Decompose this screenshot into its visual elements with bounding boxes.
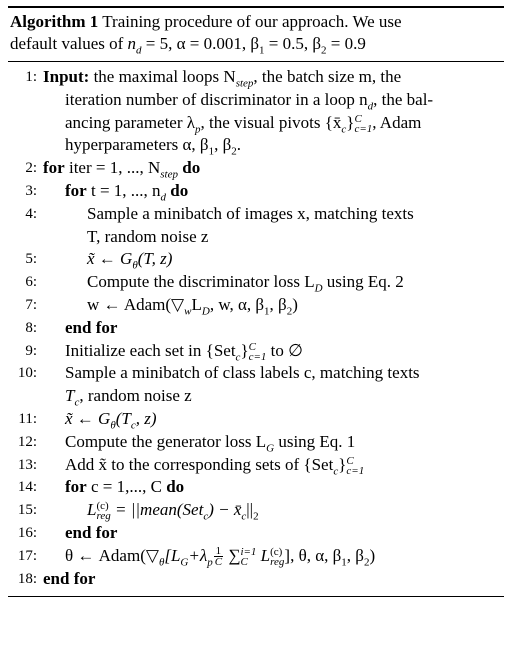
algo-line-1d bbox=[8, 134, 504, 157]
line-number: 15: bbox=[17, 502, 37, 519]
sub: d bbox=[367, 100, 374, 113]
sub: c bbox=[74, 396, 80, 409]
do-keyword: do bbox=[166, 180, 189, 200]
sub: c bbox=[203, 510, 209, 523]
caption-b1-sub: 1 bbox=[259, 44, 265, 57]
line-text: , the bal- bbox=[373, 89, 434, 109]
algo-line-5 bbox=[8, 248, 504, 271]
line-text: Compute the generator loss L bbox=[65, 431, 267, 451]
limits bbox=[240, 547, 256, 567]
line-text: x̃ ← G bbox=[87, 249, 133, 269]
sup: C bbox=[248, 340, 256, 353]
frac-den: C bbox=[214, 556, 223, 569]
algo-line-1 bbox=[8, 66, 504, 89]
line-number: 1: bbox=[25, 69, 37, 85]
algo-line-4 bbox=[8, 203, 504, 226]
line-text: ], θ, α, β bbox=[284, 545, 342, 565]
sub: c bbox=[241, 510, 247, 523]
line-text: = ||mean(Set bbox=[110, 500, 204, 520]
frac-num: 1 bbox=[215, 545, 222, 558]
sub: 1 bbox=[341, 556, 347, 569]
line-text: +λ bbox=[188, 545, 208, 565]
line-text: , β bbox=[346, 545, 364, 565]
line-text: x̃ ← G bbox=[65, 408, 111, 428]
end-for-keyword: end for bbox=[65, 522, 118, 542]
sub: step bbox=[235, 77, 254, 90]
line-text: || bbox=[246, 500, 254, 520]
line-number: 16: bbox=[17, 524, 37, 541]
algo-line-1b bbox=[8, 89, 504, 112]
algo-line-3 bbox=[8, 180, 504, 203]
algo-line-11 bbox=[8, 408, 504, 431]
line-text: using Eq. 2 bbox=[322, 272, 404, 292]
for-keyword: for bbox=[43, 158, 65, 178]
algo-line-10b bbox=[8, 385, 504, 408]
line-number: 14: bbox=[17, 479, 37, 496]
algo-line-13 bbox=[8, 454, 504, 477]
line-number: 10: bbox=[17, 365, 37, 382]
line-text: [L bbox=[164, 545, 181, 565]
caption-nd-sub: d bbox=[136, 44, 142, 57]
sub: d bbox=[160, 191, 167, 204]
sub: c bbox=[333, 464, 339, 477]
line-text: ) bbox=[292, 294, 298, 314]
line-number: 13: bbox=[17, 456, 37, 473]
caption-b2-sub: 2 bbox=[321, 44, 327, 57]
sub: 1 bbox=[264, 305, 270, 318]
limits bbox=[354, 114, 372, 134]
line-number: 2: bbox=[25, 160, 37, 177]
line-number: 5: bbox=[25, 251, 37, 268]
line-text: } bbox=[240, 340, 249, 360]
line-text: L bbox=[87, 500, 97, 520]
caption-defaults: = 5, α = 0.001, β bbox=[141, 34, 260, 53]
line-text: (T bbox=[115, 408, 131, 428]
sub: 1 bbox=[208, 145, 215, 158]
bottom-rule bbox=[8, 596, 504, 597]
line-number: 9: bbox=[25, 342, 37, 359]
sub: c=1 bbox=[248, 350, 267, 363]
sub: 2 bbox=[253, 510, 259, 523]
line-text: ) bbox=[369, 545, 376, 565]
sub: G bbox=[180, 556, 189, 569]
line-text: ) − x̄ bbox=[208, 500, 242, 520]
line-number: 6: bbox=[25, 274, 37, 291]
algo-line-2 bbox=[8, 157, 504, 180]
line-text: , z) bbox=[135, 408, 157, 428]
sub: G bbox=[266, 442, 275, 455]
algo-line-17 bbox=[8, 545, 504, 568]
sub: D bbox=[314, 282, 323, 295]
line-number: 12: bbox=[17, 433, 37, 450]
limits bbox=[249, 342, 267, 362]
algo-line-7 bbox=[8, 294, 504, 317]
sub: θ bbox=[110, 419, 116, 432]
line-text: Add x̃ to the corresponding sets of {Set bbox=[65, 454, 334, 474]
line-text: iteration number of discriminator in a loop n bbox=[65, 89, 368, 109]
line-text: using Eq. 1 bbox=[274, 431, 356, 451]
for-keyword: for bbox=[65, 180, 87, 200]
line-number: 4: bbox=[25, 205, 37, 222]
sub: c bbox=[235, 350, 241, 363]
line-text: t = 1, ..., n bbox=[86, 180, 161, 200]
sub: 2 bbox=[363, 556, 370, 569]
sub: c=1 bbox=[354, 122, 373, 135]
end-for-keyword: end for bbox=[43, 568, 96, 588]
algo-line-4b bbox=[8, 226, 504, 249]
caption-text: Training procedure of our approach. We use bbox=[98, 12, 402, 31]
sub: 2 bbox=[231, 145, 237, 158]
sub: w bbox=[184, 305, 192, 318]
do-keyword: do bbox=[161, 477, 185, 497]
algo-line-10 bbox=[8, 362, 504, 385]
caption-text-2: default values of bbox=[10, 34, 128, 53]
line-text: Sample a minibatch of class labels c, matching texts bbox=[65, 363, 420, 383]
line-text: , the batch size m, the bbox=[253, 67, 402, 86]
line-number: 7: bbox=[25, 296, 37, 313]
algo-line-6 bbox=[8, 271, 504, 294]
line-text: w ← Adam(▽ bbox=[87, 294, 185, 314]
algo-line-14 bbox=[8, 476, 504, 499]
sub: θ bbox=[132, 259, 138, 272]
algorithm-block bbox=[8, 6, 504, 597]
line-number: 8: bbox=[25, 319, 37, 336]
limits bbox=[96, 501, 110, 521]
line-text: T bbox=[65, 386, 75, 406]
algo-line-15 bbox=[8, 499, 504, 522]
algo-line-8 bbox=[8, 317, 504, 340]
line-text: } bbox=[338, 454, 347, 474]
sup: (c) bbox=[96, 500, 109, 513]
line-text: . bbox=[236, 135, 241, 155]
sub: c bbox=[130, 419, 136, 432]
sub: C bbox=[240, 555, 248, 568]
sub: D bbox=[201, 305, 210, 318]
line-text: iter = 1, ..., N bbox=[64, 158, 161, 178]
sup: C bbox=[346, 454, 354, 467]
algorithm-body bbox=[8, 62, 504, 590]
line-text: Sample a minibatch of images x, matching texts bbox=[87, 203, 414, 223]
line-text: the maximal loops N bbox=[89, 67, 236, 86]
line-text: Compute the discriminator loss L bbox=[87, 272, 315, 292]
end-for-keyword: end for bbox=[65, 317, 118, 337]
fraction bbox=[214, 546, 223, 567]
algo-line-12 bbox=[8, 431, 504, 454]
algorithm-caption bbox=[8, 8, 504, 57]
line-text: to ∅ bbox=[266, 340, 303, 360]
line-text: c = 1,..., C bbox=[86, 477, 162, 497]
sup: (c) bbox=[270, 545, 283, 558]
algo-line-16 bbox=[8, 522, 504, 545]
input-keyword: Input: bbox=[43, 67, 90, 86]
sub: 2 bbox=[286, 305, 293, 318]
line-text: , the visual pivots {x̄ bbox=[200, 112, 342, 132]
sub: p bbox=[207, 556, 213, 569]
line-text: , random noise z bbox=[79, 386, 192, 406]
caption-nd: n bbox=[127, 34, 137, 53]
algo-line-18 bbox=[8, 568, 504, 591]
line-number: 18: bbox=[17, 570, 37, 587]
sub: p bbox=[195, 122, 201, 135]
sub: c=1 bbox=[346, 464, 365, 477]
line-number: 17: bbox=[17, 547, 37, 564]
for-keyword: for bbox=[65, 477, 87, 497]
line-text: , w, α, β bbox=[209, 294, 265, 314]
line-text: L bbox=[256, 545, 271, 565]
limits bbox=[346, 456, 364, 476]
line-number: 11: bbox=[18, 410, 37, 427]
caption-label: Algorithm 1 bbox=[10, 12, 99, 31]
sub: reg bbox=[96, 510, 111, 523]
line-text: hyperparameters α, β bbox=[65, 135, 209, 155]
line-text: , Adam bbox=[372, 112, 422, 132]
sub: θ bbox=[158, 556, 165, 569]
sup: C bbox=[354, 112, 362, 125]
line-text: θ ← Adam(▽ bbox=[65, 545, 159, 565]
line-text: , β bbox=[269, 294, 287, 314]
line-text: , β bbox=[214, 135, 232, 155]
sup: i=1 bbox=[240, 545, 257, 558]
sum-symbol: ∑ bbox=[224, 545, 241, 565]
sub: c bbox=[341, 122, 347, 135]
algo-line-9 bbox=[8, 340, 504, 363]
line-text: ancing parameter λ bbox=[65, 112, 196, 132]
line-text: } bbox=[346, 112, 355, 132]
sub: reg bbox=[270, 555, 285, 568]
line-text: T, random noise z bbox=[87, 226, 209, 246]
line-number: 3: bbox=[25, 182, 37, 199]
caption-end: = 0.9 bbox=[326, 34, 366, 53]
caption-mid: = 0.5, β bbox=[264, 34, 322, 53]
line-text: L bbox=[191, 294, 202, 314]
sub: step bbox=[160, 168, 178, 181]
line-text: (T, z) bbox=[137, 249, 173, 269]
line-text: Initialize each set in {Set bbox=[65, 340, 236, 360]
algo-line-1c bbox=[8, 112, 504, 135]
limits bbox=[270, 547, 284, 567]
do-keyword: do bbox=[177, 158, 201, 178]
